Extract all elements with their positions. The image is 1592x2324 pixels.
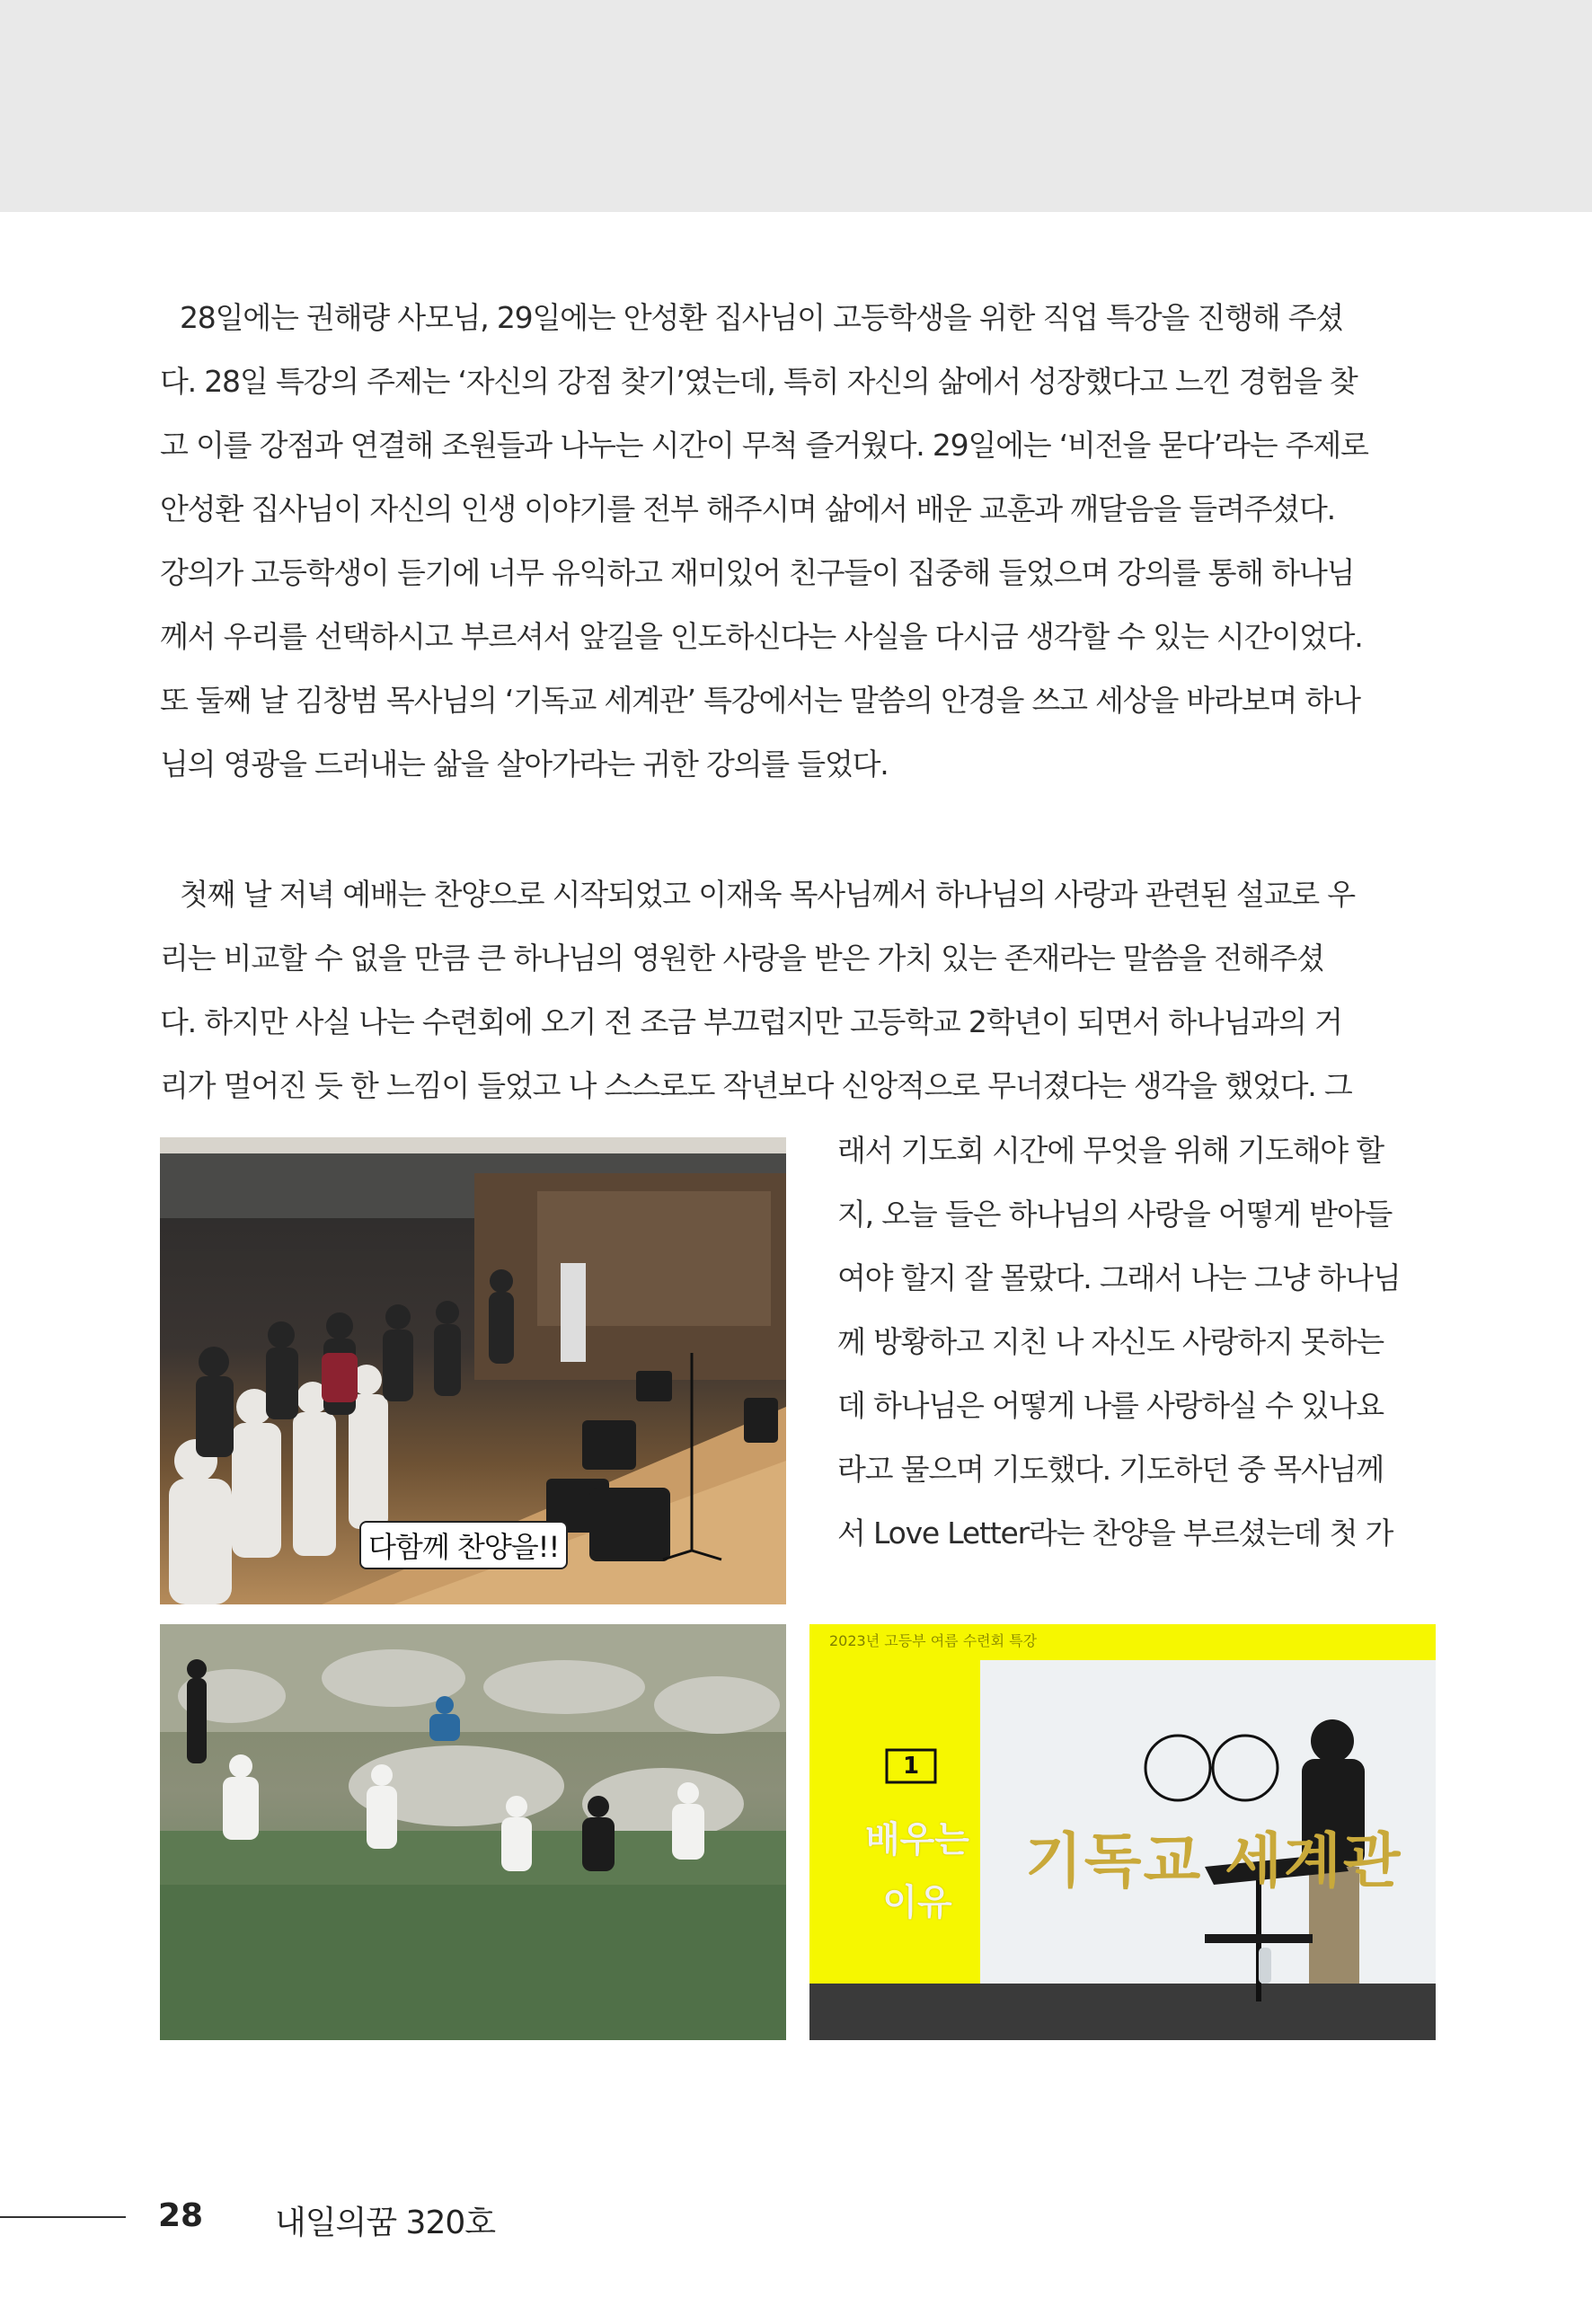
text-line: 리는 비교할 수 없을 만큼 큰 하나님의 영원한 사랑을 받은 가치 있는 존재라는 말씀을 전해주셨	[160, 941, 1324, 976]
page-number: 28	[158, 2197, 204, 2234]
text-line: 리가 멀어진 듯 한 느낌이 들었고 나 스스로도 작년보다 신앙적으로 무너졌다는 생각을 했었다. 그	[160, 1068, 1352, 1103]
text-line: 다. 하지만 사실 나는 수련회에 오기 전 조금 부끄럽지만 고등학교 2학년이 되면서 하나님과의 거	[160, 1004, 1342, 1039]
text-line: 서 Love Letter라는 찬양을 부르셨는데 첫 가	[837, 1515, 1393, 1551]
slide-header-text: 2023년 고등부 여름 수련회 특강	[829, 1632, 1038, 1649]
paragraph-1	[160, 286, 1436, 796]
text-line: 첫째 날 저녁 예배는 찬양으로 시작되었고 이재욱 목사님께서 하나님의 사랑과 관련된 설교로 우	[180, 877, 1355, 912]
text-line: 지, 오늘 들은 하나님의 사랑을 어떻게 받아들	[837, 1197, 1393, 1232]
slide-title: 기독교 세계관	[1025, 1826, 1402, 1895]
worship-photo	[160, 1137, 786, 1604]
top-band	[0, 0, 1592, 212]
paragraph-2-continuation	[837, 1118, 1439, 1565]
text-line: 다. 28일 특강의 주제는 ‘자신의 강점 찾기’였는데, 특히 자신의 삶에서 성장했다고 느낀 경험을 찾	[160, 364, 1358, 399]
text-line: 고 이를 강점과 연결해 조원들과 나누는 시간이 무척 즐거웠다. 29일에는 ‘비전을 묻다’라는 주제로	[160, 428, 1368, 463]
paragraph-2	[160, 862, 1436, 1118]
text-line: 28일에는 권해량 사모님, 29일에는 안성환 집사님이 고등학생을 위한 직업 특강을 진행해 주셨	[180, 300, 1344, 335]
text-line: 데 하나님은 어떻게 나를 사랑하실 수 있나요	[837, 1388, 1384, 1423]
stream-scene-graphic	[160, 1624, 786, 2040]
text-line: 님의 영광을 드러내는 삶을 살아가라는 귀한 강의를 들었다.	[160, 747, 889, 782]
text-line: 안성환 집사님이 자신의 인생 이야기를 전부 해주시며 삶에서 배운 교훈과 깨달음을 들려주셨다.	[160, 491, 1335, 526]
text-line: 강의가 고등학생이 듣기에 너무 유익하고 재미있어 친구들이 집중해 들었으며 강의를 통해 하나님	[160, 555, 1355, 590]
lecture-photo	[809, 1624, 1436, 2040]
slide-number: 1	[902, 1753, 920, 1780]
text-line: 께서 우리를 선택하시고 부르셔서 앞길을 인도하신다는 사실을 다시금 생각할 수 있는 시간이었다.	[160, 619, 1363, 654]
footer-rule	[0, 2216, 126, 2218]
text-line: 또 둘째 날 김창범 목사님의 ‘기독교 세계관’ 특강에서는 말씀의 안경을 쓰고 세상을 바라보며 하나	[160, 683, 1360, 718]
slide-side-label-line1: 배우는	[865, 1819, 969, 1860]
text-line: 께 방황하고 지친 나 자신도 사랑하지 못하는	[837, 1324, 1384, 1359]
magazine-issue: 내일의꿈 320호	[275, 2205, 496, 2241]
slide-side-label	[863, 1808, 971, 1934]
text-line: 래서 기도회 시간에 무엇을 위해 기도해야 할	[837, 1133, 1384, 1168]
text-line: 여야 할지 잘 몰랐다. 그래서 나는 그냥 하나님	[837, 1260, 1401, 1295]
text-line: 라고 물으며 기도했다. 기도하던 중 목사님께	[837, 1452, 1384, 1487]
slide-side-label-line2: 이유	[882, 1882, 952, 1923]
stream-photo	[160, 1624, 786, 2040]
photo-caption: 다함께 찬양을!!	[359, 1521, 568, 1569]
